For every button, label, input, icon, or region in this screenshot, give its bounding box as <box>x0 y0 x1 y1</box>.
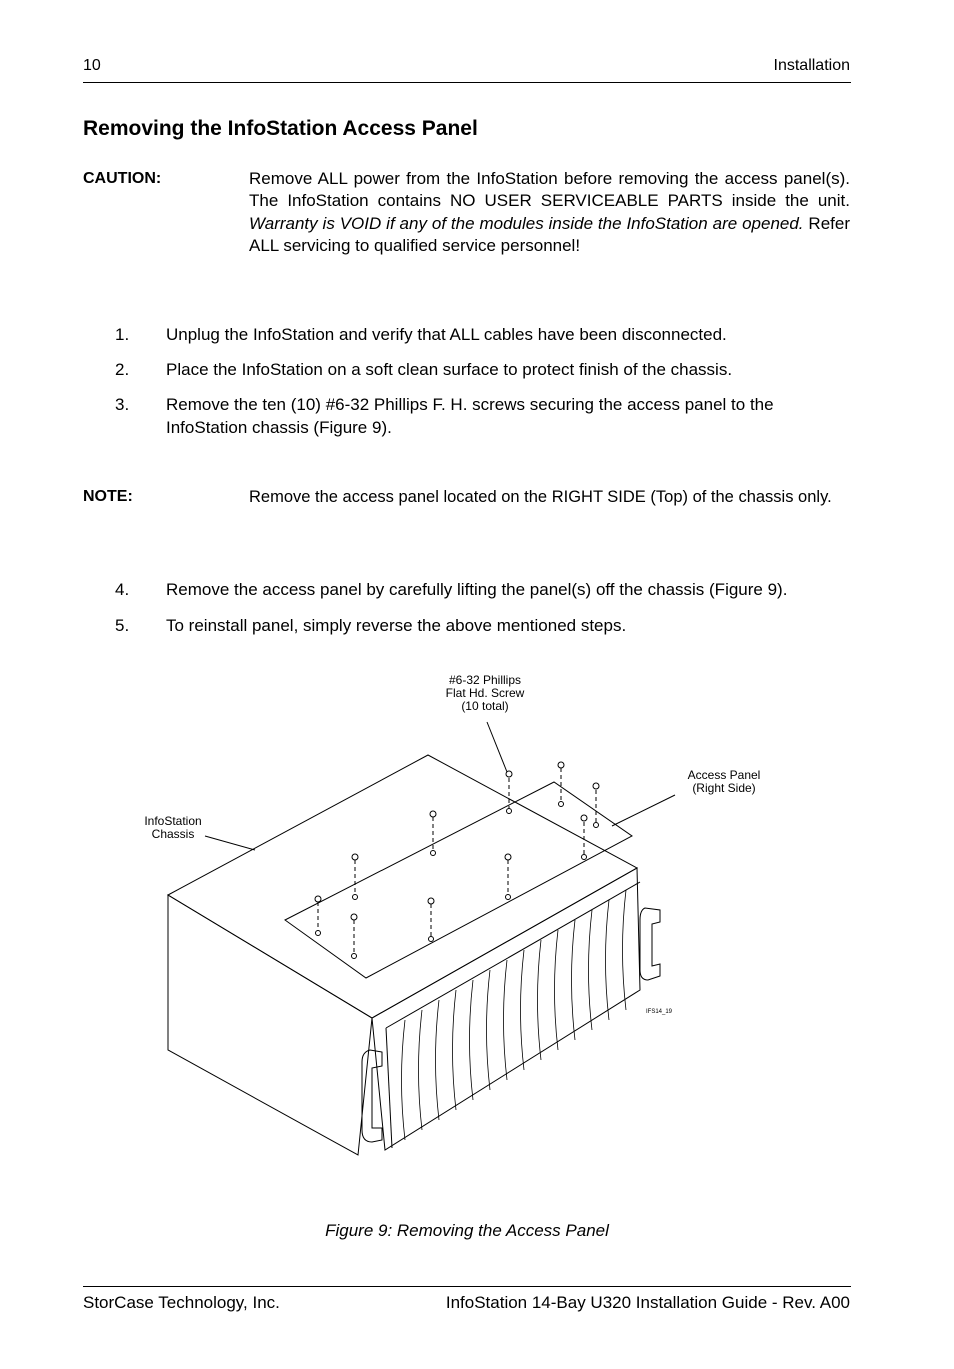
access-panel <box>285 782 632 978</box>
chassis-top-outline <box>168 755 637 1018</box>
chassis-leader-line <box>205 836 255 850</box>
caution-warranty-text: Warranty is VOID if any of the modules inside the InfoStation are opened. <box>249 213 804 233</box>
note-text: Remove the access panel located on the RIGHT SIDE (Top) of the chassis only. <box>249 488 832 506</box>
drive-bays <box>402 890 627 1140</box>
step-text: Remove the ten (10) #6-32 Phillips F. H. screws securing the access panel to the InfoStation chassis (Figure 9). <box>166 395 774 437</box>
figure-access-panel-removal <box>0 650 954 1170</box>
step-text: To reinstall panel, simply reverse the above mentioned steps. <box>166 616 627 635</box>
caution-text-2: Refer ALL servicing to qualified service personnel! <box>249 213 850 256</box>
figure-caption: Figure 9: Removing the Access Panel <box>325 1221 609 1240</box>
figure-code: IFS14_19 <box>646 1009 673 1015</box>
footer-rule <box>83 1286 851 1287</box>
step-number: 4. <box>115 580 130 599</box>
screw-label-line-2: Flat Hd. Screw <box>445 686 525 700</box>
right-handle <box>640 908 660 980</box>
step-number: 2. <box>115 360 130 379</box>
step-text: Remove the access panel by carefully lifting the panel(s) off the chassis (Figure 9). <box>166 580 788 599</box>
screw-label-line-3: (10 total) <box>461 699 509 713</box>
page-number: 10 <box>83 57 101 74</box>
section-name: Installation <box>773 57 850 74</box>
page-title: Removing the InfoStation Access Panel <box>83 117 478 140</box>
step-number: 3. <box>115 395 130 414</box>
chassis-label-line-1: InfoStation <box>144 814 202 828</box>
screw-leader-line <box>487 722 507 772</box>
step-text: Unplug the InfoStation and verify that ALL cables have been disconnected. <box>166 325 727 344</box>
caution-text-1: Remove ALL power from the InfoStation before removing the access panel(s). The InfoStation contains NO USER SERVICEABLE PARTS inside the unit. <box>249 169 850 211</box>
footer-document: InfoStation 14-Bay U320 Installation Guide - Rev. A00 <box>445 1293 850 1312</box>
step-number: 1. <box>115 325 130 344</box>
step-text: Place the InfoStation on a soft clean surface to protect finish of the chassis. <box>166 360 733 379</box>
note-label: NOTE: <box>83 488 133 505</box>
footer-company: StorCase Technology, Inc. <box>83 1293 280 1312</box>
chassis-front-bezel <box>372 868 640 1150</box>
header-rule <box>83 82 851 83</box>
chassis-side-face <box>168 895 372 1155</box>
step-number: 5. <box>115 616 130 635</box>
panel-leader-line <box>612 795 675 826</box>
caution-label: CAUTION: <box>83 170 162 187</box>
panel-label-line-2: (Right Side) <box>692 781 756 795</box>
left-handle <box>362 1050 382 1142</box>
screw-label-line-1: #6-32 Phillips <box>448 673 522 687</box>
caution-text <box>249 168 850 258</box>
panel-label-line-1: Access Panel <box>687 768 761 782</box>
chassis-label-line-2: Chassis <box>151 827 195 841</box>
